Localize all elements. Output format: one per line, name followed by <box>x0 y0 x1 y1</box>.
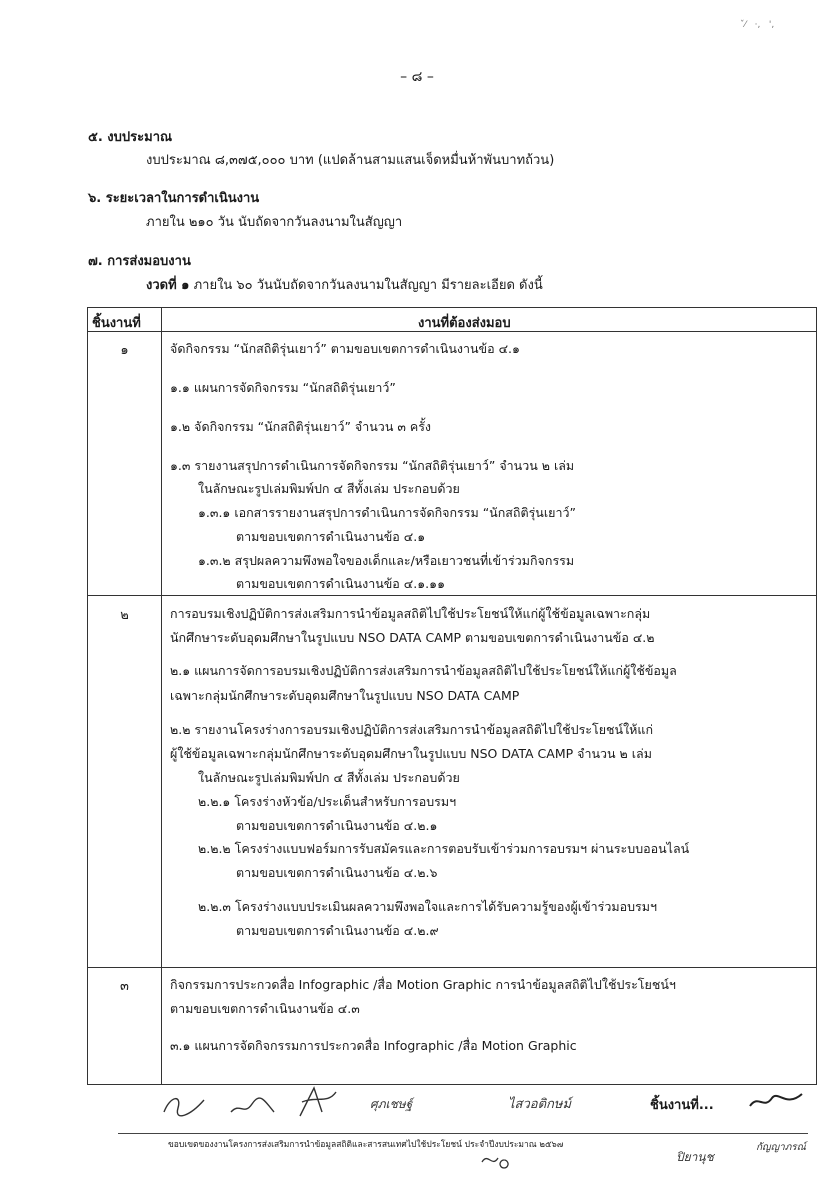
row-1-line-6: ๑.๓.๑ เอกสารรายงานสรุปการดำเนินการจัดกิจกรรม “นักสถิติรุ่นเยาว์” <box>198 505 576 520</box>
signature-name-3: ปิยานุช <box>676 1150 714 1164</box>
row-2-line-8: ๒.๒.๑ โครงร่างหัวข้อ/ประเด็นสำหรับการอบรมฯ <box>198 794 457 809</box>
initials-mark <box>478 1148 518 1174</box>
signature-1 <box>160 1090 210 1124</box>
row-1-line-3: ๑.๒ จัดกิจกรรม “นักสถิติรุ่นเยาว์” จำนวน ๓ ครั้ง <box>170 419 432 434</box>
footer-rule <box>118 1133 808 1134</box>
row-1-line-8: ๑.๓.๒ สรุปผลความพึงพอใจของเด็กและ/หรือเยาวชนที่เข้าร่วมกิจกรรม <box>198 553 575 568</box>
row-2-line-12: ๒.๒.๓ โครงร่างแบบประเมินผลความพึงพอใจและการได้รับความรู้ของผู้เข้าร่วมอบรมฯ <box>198 899 658 914</box>
row-divider-1 <box>88 595 816 596</box>
signature-name-1: ศุภเชษฐ์ <box>370 1097 413 1111</box>
row-3-line-1: กิจกรรมการประกวดสื่อ Infographic /สื่อ Motion Graphic การนำข้อมูลสถิติไปใช้ประโยชน์ฯ <box>170 977 676 992</box>
budget-heading: ๕. งบประมาณ <box>88 130 173 145</box>
installment-label: งวดที่ ๑ <box>146 278 190 293</box>
row-1-number: ๑ <box>120 343 129 358</box>
signature-4 <box>746 1086 806 1120</box>
signature-3 <box>292 1082 342 1126</box>
footer-text: ขอบเขตของงานโครงการส่งเสริมการนำข้อมูลสถิติและสารสนเทศไปใช้ประโยชน์ ประจำปีงบประมาณ ๒๕๖๗ <box>168 1140 564 1150</box>
row-2-line-10: ๒.๒.๒ โครงร่างแบบฟอร์มการรับสมัครและการตอบรับเข้าร่วมการอบรมฯ ผ่านระบบออนไลน์ <box>198 841 690 856</box>
row-3-line-2: ตามขอบเขตการดำเนินงานข้อ ๔.๓ <box>170 1001 360 1016</box>
row-2-line-3: ๒.๑ แผนการจัดการอบรมเชิงปฏิบัติการส่งเสริมการนำข้อมูลสถิติไปใช้ประโยชน์ให้แก่ผู้ใช้ข้อมูล <box>170 663 677 678</box>
row-1-line-4: ๑.๓ รายงานสรุปการดำเนินการจัดกิจกรรม “นักสถิติรุ่นเยาว์” จำนวน ๒ เล่ม <box>170 458 575 473</box>
row-divider-2 <box>88 967 816 968</box>
continued-label: ชิ้นงานที่... <box>650 1098 714 1113</box>
row-2-line-1: การอบรมเชิงปฏิบัติการส่งเสริมการนำข้อมูลสถิติไปใช้ประโยชน์ให้แก่ผู้ใช้ข้อมูลเฉพาะกลุ่ม <box>170 606 651 621</box>
row-3-number: ๓ <box>120 979 129 994</box>
duration-text: ภายใน ๒๑๐ วัน นับถัดจากวันลงนามในสัญญา <box>146 215 403 230</box>
row-1-line-7: ตามขอบเขตการดำเนินงานข้อ ๔.๑ <box>236 529 426 544</box>
row-2-line-13: ตามขอบเขตการดำเนินงานข้อ ๔.๒.๙ <box>236 923 439 938</box>
installment-text: ภายใน ๖๐ วันนับถัดจากวันลงนามในสัญญา มีรายละเอียด ดังนี้ <box>193 278 543 293</box>
row-2-line-11: ตามขอบเขตการดำเนินงานข้อ ๔.๒.๖ <box>236 865 438 880</box>
row-1-line-5: ในลักษณะรูปเล่มพิมพ์ปก ๔ สีทั้งเล่ม ประกอบด้วย <box>198 481 460 496</box>
installment-line <box>146 274 543 295</box>
header-work: งานที่ต้องส่งมอบ <box>418 316 511 331</box>
deliverables-table <box>87 307 817 1085</box>
corner-marks: ˇ⁄ ·, ', <box>740 20 775 30</box>
row-2-line-4: เฉพาะกลุ่มนักศึกษาระดับอุดมศึกษาในรูปแบบ NSO DATA CAMP <box>170 688 520 703</box>
row-2-number: ๒ <box>120 608 129 623</box>
row-2-line-6: ผู้ใช้ข้อมูลเฉพาะกลุ่มนักศึกษาระดับอุดมศึกษาในรูปแบบ NSO DATA CAMP จำนวน ๒ เล่ม <box>170 746 652 761</box>
row-1-line-2: ๑.๑ แผนการจัดกิจกรรม “นักสถิติรุ่นเยาว์” <box>170 380 396 395</box>
row-1-line-1: จัดกิจกรรม “นักสถิติรุ่นเยาว์” ตามขอบเขตการดำเนินงานข้อ ๔.๑ <box>170 341 520 356</box>
budget-text: งบประมาณ ๘,๓๗๕,๐๐๐ บาท (แปดล้านสามแสนเจ็ดหมื่นห้าพันบาทถ้วน) <box>146 153 555 168</box>
signature-name-2: ไสวอติกษม์ <box>508 1097 572 1112</box>
row-1-line-9: ตามขอบเขตการดำเนินงานข้อ ๔.๑.๑๑ <box>236 576 446 591</box>
row-2-line-9: ตามขอบเขตการดำเนินงานข้อ ๔.๒.๑ <box>236 818 438 833</box>
delivery-heading: ๗. การส่งมอบงาน <box>88 254 191 269</box>
header-piece: ชิ้นงานที่ <box>92 316 141 331</box>
signature-2 <box>228 1092 278 1126</box>
signature-name-4: กัญญาภรณ์ <box>756 1142 806 1153</box>
duration-heading: ๖. ระยะเวลาในการดำเนินงาน <box>88 191 260 206</box>
row-2-line-2: นักศึกษาระดับอุดมศึกษาในรูปแบบ NSO DATA CAMP ตามขอบเขตการดำเนินงานข้อ ๔.๒ <box>170 630 655 645</box>
row-3-line-3: ๓.๑ แผนการจัดกิจกรรมการประกวดสื่อ Infographic /สื่อ Motion Graphic <box>170 1038 577 1053</box>
page-number: – ๘ – <box>400 69 434 85</box>
row-2-line-5: ๒.๒ รายงานโครงร่างการอบรมเชิงปฏิบัติการส่งเสริมการนำข้อมูลสถิติไปใช้ประโยชน์ให้แก่ <box>170 722 654 737</box>
row-2-line-7: ในลักษณะรูปเล่มพิมพ์ปก ๔ สีทั้งเล่ม ประกอบด้วย <box>198 770 460 785</box>
